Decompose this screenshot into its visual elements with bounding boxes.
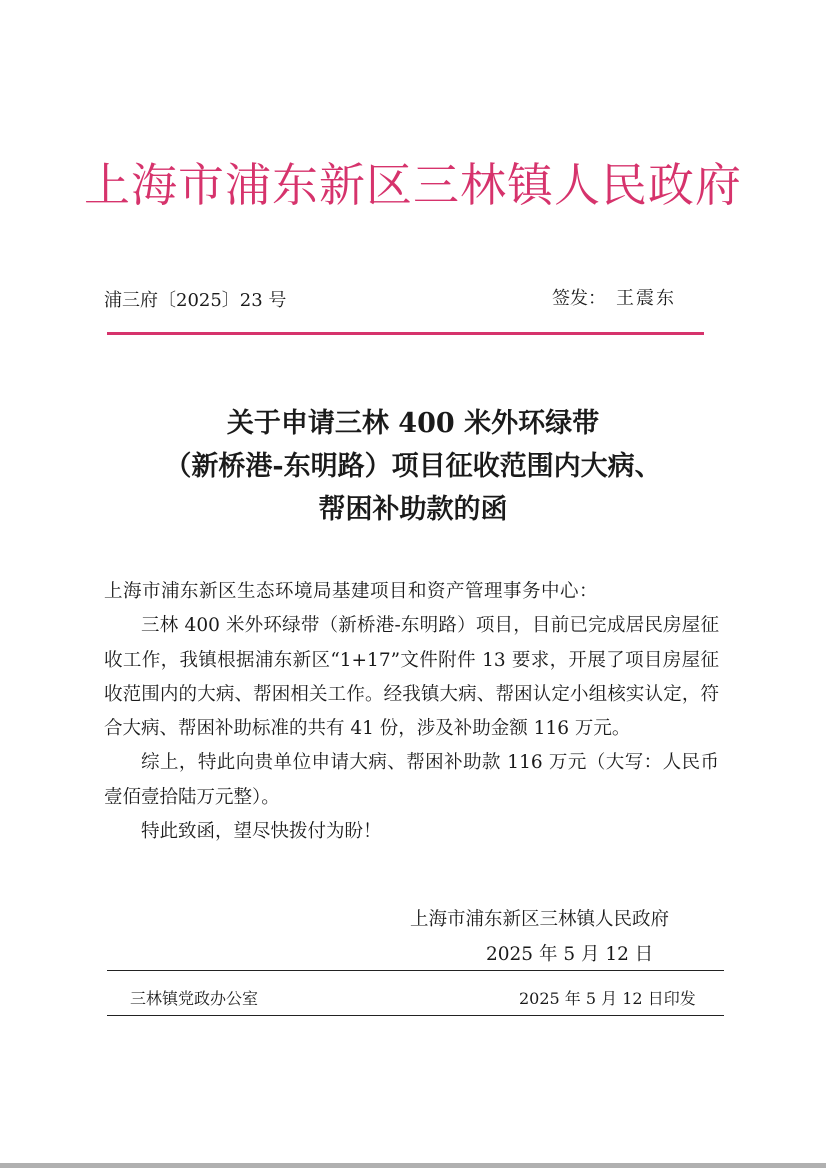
issuing-office: 三林镇党政办公室 — [130, 989, 259, 1008]
document-title — [0, 402, 826, 531]
addressee: 上海市浦东新区生态环境局基建项目和资产管理事务中心： — [104, 581, 599, 602]
scan-edge — [0, 1163, 826, 1168]
signature-date: 2025 年 5 月 12 日 — [486, 944, 654, 965]
body-paragraph: 三林 400 米外环绿带（新桥港-东明路）项目，目前已完成居民房屋征收工作，我镇根据浦东新区“1+17”文件附件 13 要求，开展了项目房屋征收范围内的大病、帮困相关工作。经我镇大病、帮困认定小组核实认定，符合大病、帮困补助标准的共有 41 份，涉及补助金额 116 万元。 — [104, 615, 719, 740]
signature-org: 上海市浦东新区三林镇人民政府 — [410, 909, 670, 930]
red-header-rule — [107, 332, 704, 335]
body-paragraph: 综上，特此向贵单位申请大病、帮困补助款 116 万元（大写：人民币壹佰壹拾陆万元整）。 — [104, 752, 719, 808]
title-line: 关于申请三林 400 米外环绿带 — [226, 408, 600, 439]
title-line: （新桥港-东明路）项目征收范围内大病、 — [164, 451, 662, 482]
document-number: 浦三府〔2025〕23 号 — [104, 290, 287, 311]
title-line: 帮困补助款的函 — [318, 494, 508, 525]
signer-name: 王震东 — [616, 288, 676, 309]
body-paragraph: 特此致函，望尽快拨付为盼！ — [141, 821, 382, 843]
footer-rule-top — [107, 970, 724, 971]
signer-label: 签发： — [552, 288, 606, 309]
issuing-org-header: 上海市浦东新区三林镇人民政府 — [84, 158, 742, 212]
footer-rule-bottom — [107, 1015, 724, 1016]
signer-block — [552, 284, 676, 310]
letter-body — [104, 575, 719, 849]
print-date: 2025 年 5 月 12 日印发 — [519, 989, 696, 1008]
